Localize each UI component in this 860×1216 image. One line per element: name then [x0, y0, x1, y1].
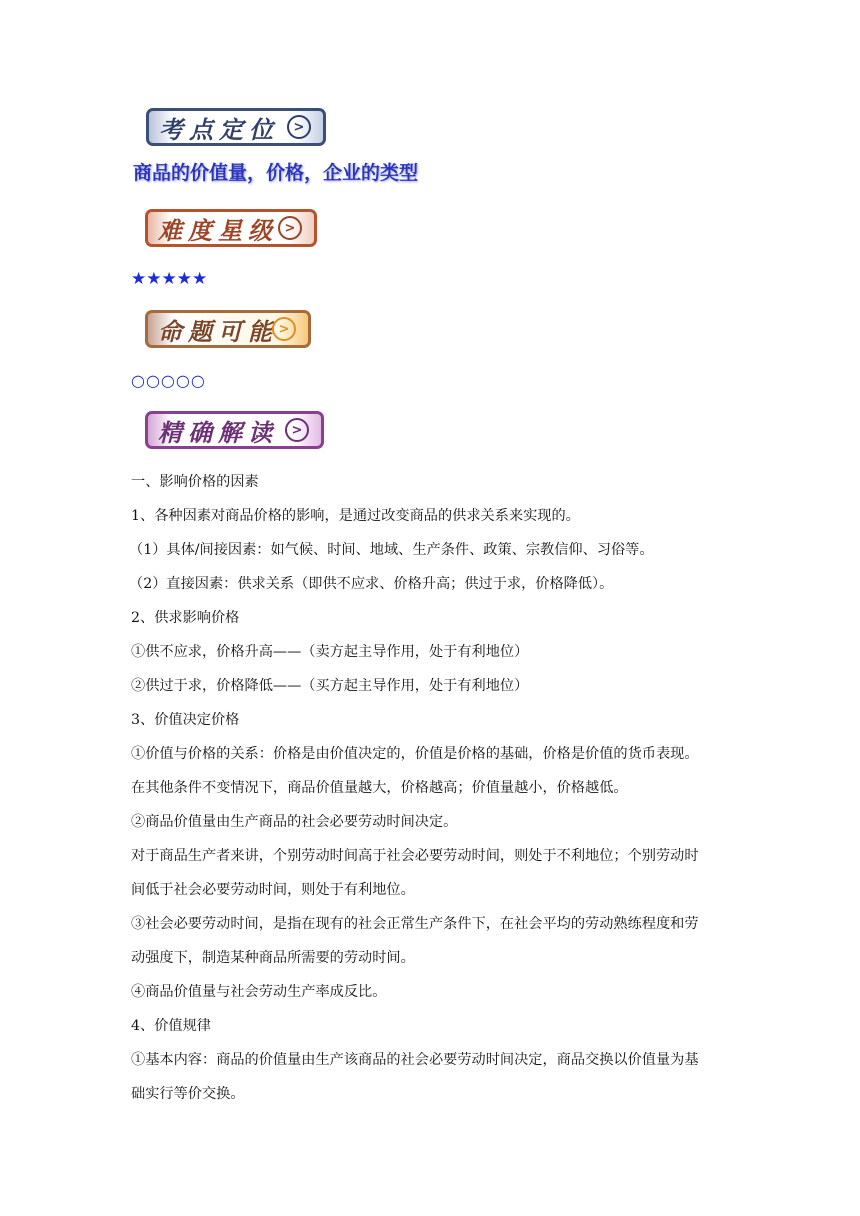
likelihood-circles: ○○○○○	[131, 371, 206, 390]
circled-right-arrow-icon: >	[278, 216, 302, 240]
paragraph: 动强度下，制造某种商品所需要的劳动时间。	[131, 950, 415, 966]
section-heading: 一、影响价格的因素	[131, 474, 259, 490]
paragraph: （2）直接因素：供求关系（即供不应求、价格升高；供过于求，价格降低）。	[129, 576, 614, 592]
paragraph: 对于商品生产者来讲，个别劳动时间高于社会必要劳动时间，则处于不利地位；个别劳动时	[131, 848, 699, 864]
paragraph: 础实行等价交换。	[131, 1086, 245, 1102]
paragraph: ④商品价值量与社会劳动生产率成反比。	[131, 984, 387, 1000]
paragraph: 1、各种因素对商品价格的影响，是通过改变商品的供求关系来实现的。	[131, 508, 580, 524]
nandu-banner	[145, 209, 317, 247]
kaodian-banner	[146, 108, 326, 146]
paragraph: ①基本内容：商品的价值量由生产该商品的社会必要劳动时间决定，商品交换以价值量为基	[131, 1052, 699, 1068]
paragraph: ②供过于求，价格降低——（买方起主导作用，处于有利地位）	[131, 678, 529, 694]
circled-right-arrow-icon: >	[285, 418, 309, 442]
section-heading: 4、价值规律	[131, 1018, 211, 1034]
paragraph: ①价值与价格的关系：价格是由价值决定的，价值是价格的基础，价格是价值的货币表现。	[131, 746, 699, 762]
paragraph: 间低于社会必要劳动时间，则处于有利地位。	[131, 882, 415, 898]
jiedu-label: 精确解读	[158, 417, 278, 447]
paragraph: （1）具体/间接因素：如气候、时间、地域、生产条件、政策、宗教信仰、习俗等。	[129, 542, 654, 558]
paragraph: 在其他条件不变情况下，商品价值量越大，价格越高；价值量越小，价格越低。	[131, 780, 628, 796]
nandu-label: 难度星级	[158, 215, 278, 245]
circled-right-arrow-icon: >	[272, 317, 296, 341]
mingti-banner	[145, 310, 311, 348]
mingti-label: 命题可能	[158, 316, 278, 346]
kaodian-label: 考点定位	[159, 114, 279, 144]
topic-title: 商品的价值量，价格，企业的类型	[133, 162, 419, 184]
circled-right-arrow-icon: >	[287, 115, 311, 139]
difficulty-stars: ★★★★★	[131, 269, 208, 289]
paragraph: ①供不应求，价格升高——（卖方起主导作用，处于有利地位）	[131, 644, 529, 660]
section-heading: 2、供求影响价格	[131, 610, 240, 626]
paragraph: ②商品价值量由生产商品的社会必要劳动时间决定。	[131, 814, 458, 830]
section-heading: 3、价值决定价格	[131, 712, 240, 728]
paragraph: ③社会必要劳动时间，是指在现有的社会正常生产条件下，在社会平均的劳动熟练程度和劳	[131, 916, 699, 932]
jiedu-banner	[145, 411, 324, 449]
